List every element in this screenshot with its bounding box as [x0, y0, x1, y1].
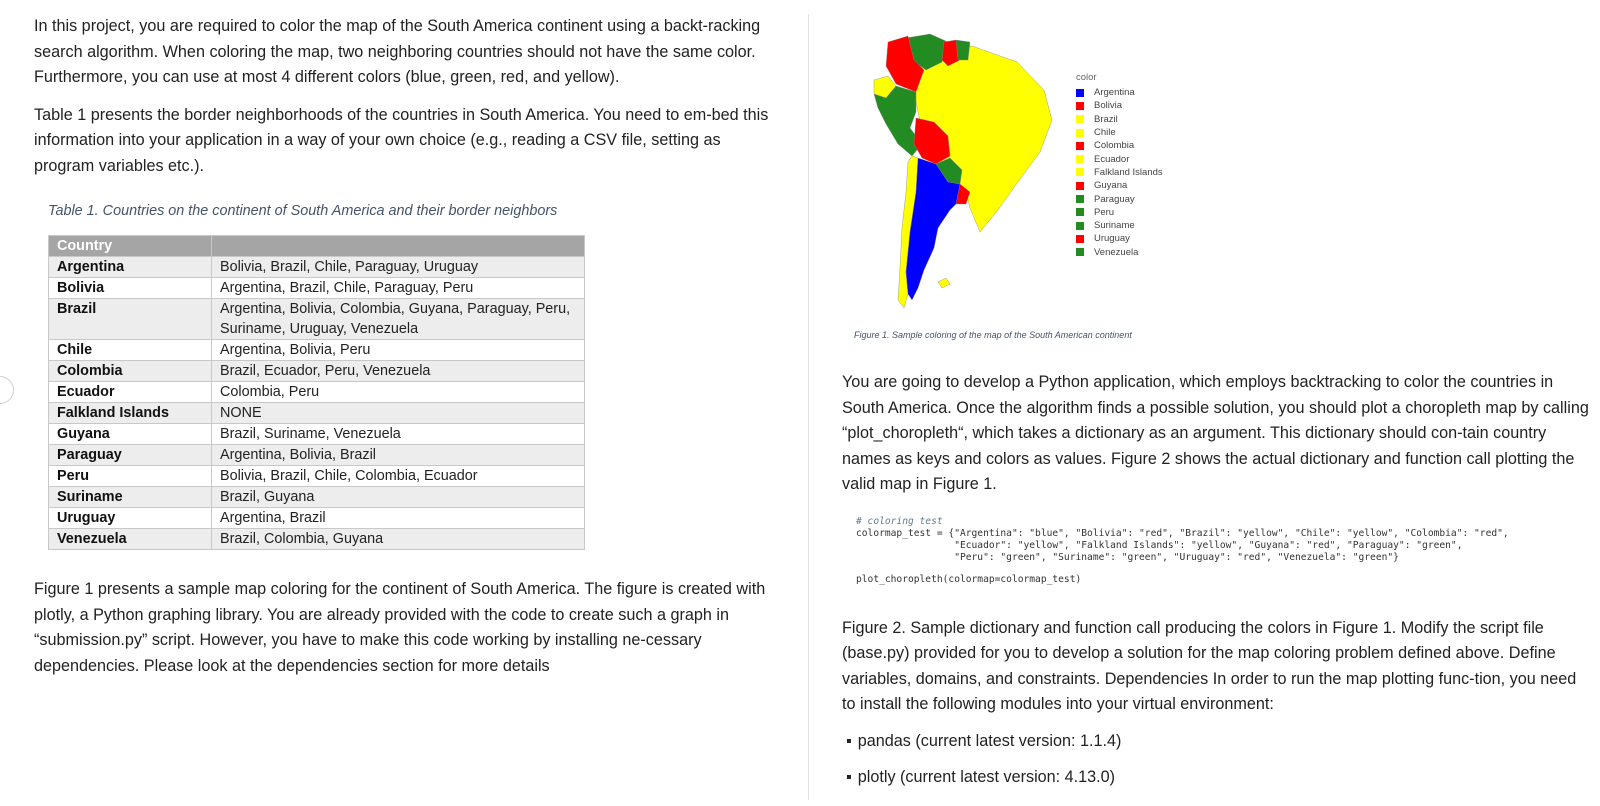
- legend-label: Peru: [1094, 206, 1115, 218]
- neighbors-cell: Brazil, Guyana: [212, 487, 585, 508]
- country-cell: Falkland Islands: [49, 403, 212, 424]
- table-row: [49, 424, 585, 445]
- table-row: [49, 382, 585, 403]
- neighbors-cell: Brazil, Suriname, Venezuela: [212, 424, 585, 445]
- code-gap: [856, 564, 1594, 574]
- right-column: [842, 20, 1594, 790]
- legend-swatch: [1076, 248, 1084, 256]
- country-cell: Argentina: [49, 257, 212, 278]
- table-row: [49, 487, 585, 508]
- legend-swatch: [1076, 235, 1084, 243]
- page-nav-handle[interactable]: [0, 376, 14, 404]
- country-cell: Peru: [49, 466, 212, 487]
- code-function-call: plot_choropleth(colormap=colormap_test): [856, 573, 1082, 585]
- legend-swatch: [1076, 89, 1084, 97]
- application-paragraph: You are going to develop a Python application, which employs backtracking to color the countries in South America. Once the algorithm finds a possible solution, you should plot a choropleth map by calling “plot_choropleth“, which takes a dictionary as an argument. This dictionary should con-tain country names as keys and colors as values. Figure 2 shows the actual dictionary and function call plotting the valid map in Figure 1.: [842, 373, 1589, 493]
- figure-1: [842, 20, 1594, 340]
- legend-label: Brazil: [1094, 113, 1118, 125]
- country-cell: Venezuela: [49, 529, 212, 550]
- legend-item[interactable]: [1076, 232, 1163, 245]
- legend-item[interactable]: [1076, 152, 1163, 165]
- neighbors-cell: NONE: [212, 403, 585, 424]
- legend-swatch: [1076, 115, 1084, 123]
- legend-label: Suriname: [1094, 220, 1135, 232]
- bullet-icon: ▪: [846, 731, 852, 750]
- neighbors-cell: Argentina, Brazil: [212, 508, 585, 529]
- neighbors-table: [48, 235, 585, 550]
- legend-label: Guyana: [1094, 180, 1128, 192]
- list-item-text: plotly (current latest version: 4.13.0): [857, 767, 1116, 786]
- legend-swatch: [1076, 222, 1084, 230]
- country-cell: Suriname: [49, 487, 212, 508]
- neighbors-cell: Bolivia, Brazil, Chile, Colombia, Ecuador: [212, 466, 585, 487]
- table-row: [49, 278, 585, 299]
- legend-swatch: [1076, 208, 1084, 216]
- country-cell: Brazil: [49, 299, 212, 340]
- page-divider: [808, 14, 809, 800]
- legend-item[interactable]: [1076, 206, 1163, 219]
- bullet-icon: ▪: [846, 767, 852, 786]
- legend-item[interactable]: [1076, 192, 1163, 205]
- neighbors-cell: Argentina, Bolivia, Brazil: [212, 445, 585, 466]
- table-intro-paragraph: Table 1 presents the border neighborhoods of the countries in South America. You need to em-bed this information into your application in a way of your own choice (e.g., reading a CSV file, setting as program variables etc.).: [34, 105, 769, 175]
- table-row: [49, 466, 585, 487]
- country-cell: Chile: [49, 340, 212, 361]
- intro-paragraph: In this project, you are required to color the map of the South America continent using a backt-racking search algorithm. When coloring the map, two neighboring countries should not have the same color. Furthermore, you can use at most 4 different colors (blue, green, red, and yellow).: [34, 17, 761, 86]
- neighbors-cell: Brazil, Colombia, Guyana: [212, 529, 585, 550]
- legend-label: Chile: [1094, 127, 1116, 139]
- figure2-caption-paragraph: Figure 2. Sample dictionary and function call producing the colors in Figure 1. Modify the script file (base.py) provided for you to develop a solution for the map coloring problem defined above. Define variables, domains, and constraints. Dependencies In order to run the map plotting func-tion, you need to install the following modules into your virtual environment:: [842, 618, 1577, 713]
- legend-label: Colombia: [1094, 140, 1135, 152]
- list-item-text: pandas (current latest version: 1.1.4): [857, 731, 1122, 750]
- legend-label: Bolivia: [1094, 100, 1122, 112]
- neighbors-cell: Argentina, Brazil, Chile, Paraguay, Peru: [212, 278, 585, 299]
- table-row: [49, 403, 585, 424]
- table-row: [49, 529, 585, 550]
- legend-swatch: [1076, 142, 1084, 150]
- country-cell: Colombia: [49, 361, 212, 382]
- code-comment: # coloring test: [856, 515, 943, 527]
- neighbors-cell: Brazil, Ecuador, Peru, Venezuela: [212, 361, 585, 382]
- neighbors-cell: Argentina, Bolivia, Peru: [212, 340, 585, 361]
- table-header-country: Country: [49, 236, 212, 257]
- table-header-row: [49, 236, 585, 257]
- south-america-map: [852, 32, 1072, 322]
- legend-item[interactable]: [1076, 126, 1163, 139]
- country-cell: Ecuador: [49, 382, 212, 403]
- code-line: "Ecuador": "yellow", "Falkland Islands": "yellow", "Guyana": "red", "Paraguay": "green",: [856, 539, 1463, 551]
- legend-item[interactable]: [1076, 139, 1163, 152]
- map-region-falkland-islands: [938, 278, 950, 288]
- legend-item[interactable]: [1076, 246, 1163, 259]
- list-item: [842, 765, 1594, 790]
- neighbors-cell: Colombia, Peru: [212, 382, 585, 403]
- legend-item[interactable]: [1076, 179, 1163, 192]
- legend-item[interactable]: [1076, 219, 1163, 232]
- neighbors-cell: Bolivia, Brazil, Chile, Paraguay, Uruguay: [212, 257, 585, 278]
- figure1-description-paragraph: Figure 1 presents a sample map coloring for the continent of South America. The figure is created with plotly, a Python graphing library. You are already provided with the code to create such a graph in “submission.py” script. However, you have to make this code working by installing ne-cessary dependencies. Please look at the dependencies section for more details: [34, 580, 766, 675]
- legend-item[interactable]: [1076, 166, 1163, 179]
- legend-label: Venezuela: [1094, 246, 1139, 258]
- code-line: colormap_test = {"Argentina": "blue", "Bolivia": "red", "Brazil": "yellow", "Chile": "yellow", "Colombia": "red",: [856, 527, 1509, 539]
- table-row: [49, 445, 585, 466]
- table-header-neighbors: [212, 236, 585, 257]
- legend-swatch: [1076, 168, 1084, 176]
- country-cell: Guyana: [49, 424, 212, 445]
- legend-swatch: [1076, 195, 1084, 203]
- legend-label: Uruguay: [1094, 233, 1130, 245]
- country-cell: Paraguay: [49, 445, 212, 466]
- map-legend: [1076, 72, 1163, 259]
- table-caption: Table 1. Countries on the continent of South America and their border neighbors: [48, 203, 558, 219]
- legend-label: Argentina: [1094, 87, 1135, 99]
- code-line: "Peru": "green", "Suriname": "green", "Uruguay": "red", "Venezuela": "green"}: [856, 551, 1399, 563]
- legend-label: Paraguay: [1094, 193, 1135, 205]
- figure1-caption: Figure 1. Sample coloring of the map of the South American continent: [854, 330, 1132, 340]
- table-row: [49, 340, 585, 361]
- list-item: [842, 729, 1594, 754]
- legend-label: Falkland Islands: [1094, 166, 1163, 178]
- legend-swatch: [1076, 155, 1084, 163]
- legend-title: color: [1076, 72, 1097, 83]
- neighbors-cell: Argentina, Bolivia, Colombia, Guyana, Paraguay, Peru, Suriname, Uruguay, Venezuela: [212, 299, 585, 340]
- left-column: [34, 14, 779, 679]
- table-row: [49, 508, 585, 529]
- legend-item[interactable]: [1076, 99, 1163, 112]
- table-row: [49, 361, 585, 382]
- country-cell: Uruguay: [49, 508, 212, 529]
- country-cell: Bolivia: [49, 278, 212, 299]
- legend-swatch: [1076, 129, 1084, 137]
- legend-item[interactable]: [1076, 113, 1163, 126]
- legend-list: [1076, 86, 1163, 259]
- table-row: [49, 257, 585, 278]
- table-row: [49, 299, 585, 340]
- map-region-suriname: [956, 40, 970, 60]
- legend-item[interactable]: [1076, 86, 1163, 99]
- legend-swatch: [1076, 102, 1084, 110]
- code-snippet: [856, 516, 1594, 586]
- legend-label: Ecuador: [1094, 153, 1130, 165]
- legend-swatch: [1076, 182, 1084, 190]
